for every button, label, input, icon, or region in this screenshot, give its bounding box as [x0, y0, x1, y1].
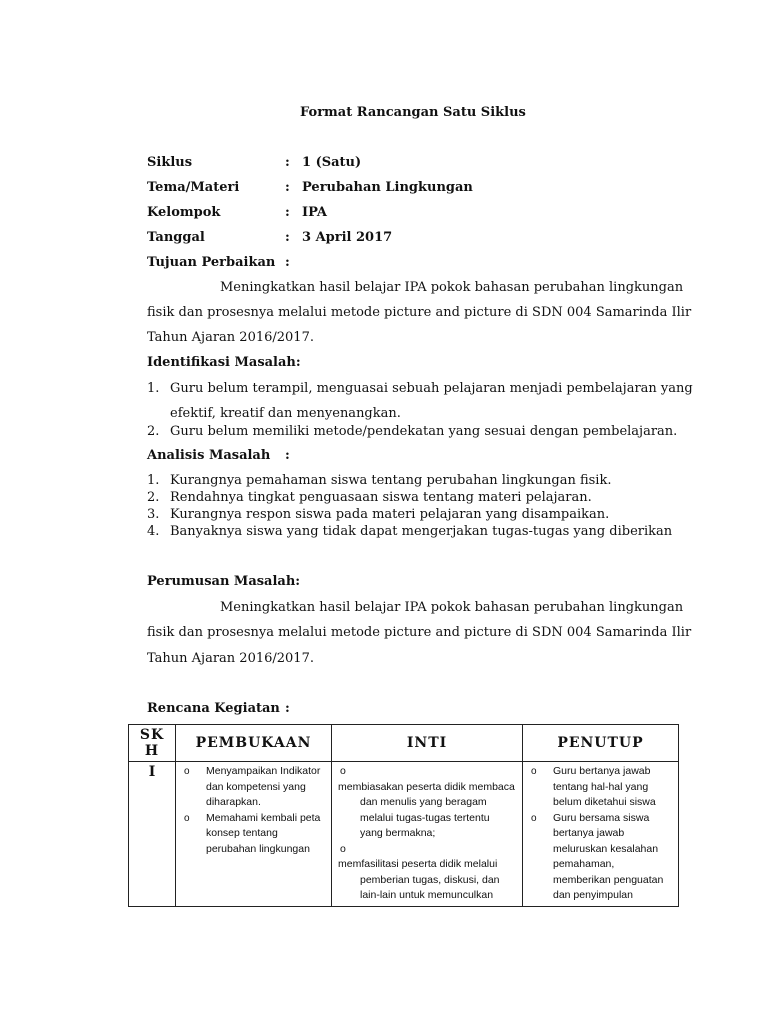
- list-item: Guru belum terampil, menguasai sebuah pelajaran menjadi pembelajaran yang: [170, 381, 693, 396]
- cell-line: Guru bertanya jawab: [553, 765, 651, 777]
- bullet-icon: o: [184, 812, 190, 824]
- paragraph-line: Tahun Ajaran 2016/2017.: [147, 330, 314, 345]
- cell-line: perubahan lingkungan: [206, 842, 310, 855]
- list-number: 1.: [147, 381, 160, 396]
- header-penutup: PENUTUP: [523, 725, 679, 762]
- cell-line: dan penyimpulan: [553, 889, 633, 901]
- list-item: Kurangnya pemahaman siswa tentang perubahan lingkungan fisik.: [170, 473, 612, 488]
- cell-line: Menyampaikan Indikator: [206, 765, 321, 777]
- field-value: IPA: [302, 205, 327, 220]
- field-value: 3 April 2017: [302, 230, 393, 245]
- header-inti: INTI: [332, 725, 523, 762]
- bullet-icon: o: [340, 765, 346, 777]
- list-item: [523, 764, 678, 811]
- section-separator: :: [285, 448, 290, 463]
- rencana-table: [128, 724, 679, 907]
- paragraph-line: fisik dan prosesnya melalui metode picture and picture di SDN 004 Samarinda Ilir: [147, 625, 692, 640]
- cell-line: pemberian tugas, diskusi, dan: [360, 873, 500, 886]
- list-item: Rendahnya tingkat penguasaan siswa tentang materi pelajaran.: [170, 490, 592, 505]
- field-label: Siklus: [147, 155, 193, 170]
- list-item: [176, 811, 331, 858]
- cell-line: memberikan penguatan: [553, 873, 664, 886]
- list-item: Banyaknya siswa yang tidak dapat mengerjakan tugas-tugas yang diberikan: [170, 524, 673, 539]
- field-separator: :: [285, 230, 290, 245]
- field-separator: :: [285, 180, 290, 195]
- section-separator: :: [285, 255, 290, 270]
- field-label: Tanggal: [147, 230, 205, 245]
- cell-skh: I: [129, 762, 176, 907]
- cell-line: belum diketahui siswa: [553, 796, 656, 808]
- cell-pembukaan: [176, 762, 332, 907]
- cell-line: konsep tentang: [206, 827, 278, 839]
- cell-line: lain-lain untuk memunculkan: [360, 889, 494, 901]
- bullet-icon: o: [340, 842, 346, 855]
- list-number: 2.: [147, 490, 160, 505]
- list-item: [176, 764, 331, 811]
- header-pembukaan: PEMBUKAAN: [176, 725, 332, 762]
- section-heading: Perumusan Masalah:: [147, 574, 301, 589]
- list-number: 3.: [147, 507, 160, 522]
- field-label: Kelompok: [147, 205, 221, 220]
- cell-line: memfasilitasi peserta didik melalui: [338, 858, 498, 870]
- field-separator: :: [285, 155, 290, 170]
- section-separator: :: [285, 701, 290, 716]
- cell-line: tentang hal-hal yang: [553, 780, 649, 793]
- cell-line: bertanya jawab: [553, 827, 625, 839]
- paragraph-line: Meningkatkan hasil belajar IPA pokok bahasan perubahan lingkungan: [220, 600, 684, 615]
- list-item-continuation: efektif, kreatif dan menyenangkan.: [170, 406, 401, 421]
- paragraph-line: Tahun Ajaran 2016/2017.: [147, 651, 314, 666]
- section-heading: Rencana Kegiatan: [147, 701, 280, 716]
- bullet-icon: o: [531, 812, 537, 824]
- field-label: Tema/Materi: [147, 180, 240, 195]
- bullet-icon: o: [531, 766, 537, 777]
- list-number: 2.: [147, 424, 160, 439]
- cell-line: dan kompetensi yang: [206, 780, 306, 793]
- list-item: [523, 811, 678, 904]
- list-number: 1.: [147, 473, 160, 488]
- paragraph-line: Meningkatkan hasil belajar IPA pokok bahasan perubahan lingkungan: [220, 280, 684, 295]
- cell-line: yang bermakna;: [360, 827, 436, 839]
- section-heading: Identifikasi Masalah:: [147, 355, 301, 370]
- header-skh-line1: SK: [139, 727, 165, 743]
- cell-line: membiasakan peserta didik membaca: [338, 780, 515, 793]
- header-skh: [129, 725, 176, 762]
- list-item: Guru belum memiliki metode/pendekatan yang sesuai dengan pembelajaran.: [170, 424, 678, 439]
- document-title: Format Rancangan Satu Siklus: [300, 105, 526, 120]
- cell-line: pemahaman,: [553, 858, 615, 870]
- cell-inti: [332, 762, 523, 907]
- section-heading: Analisis Masalah: [147, 448, 271, 463]
- cell-line: meluruskan kesalahan: [553, 842, 659, 855]
- table-row: [129, 762, 679, 907]
- list-item: Kurangnya respon siswa pada materi pelajaran yang disampaikan.: [170, 507, 610, 522]
- list-number: 4.: [147, 524, 160, 539]
- field-value: Perubahan Lingkungan: [302, 180, 473, 195]
- cell-line: diharapkan.: [206, 796, 261, 808]
- field-value: 1 (Satu): [302, 155, 362, 170]
- header-skh-line2: H: [144, 743, 160, 759]
- cell-penutup: [523, 762, 679, 907]
- section-heading: Tujuan Perbaikan: [147, 255, 276, 270]
- bullet-icon: o: [184, 766, 190, 777]
- cell-line: melalui tugas-tugas tertentu: [360, 811, 490, 824]
- table-header-row: [129, 725, 679, 762]
- cell-line: Guru bersama siswa: [553, 811, 650, 824]
- cell-line: dan menulis yang beragam: [360, 796, 487, 808]
- cell-line: Memahami kembali peta: [206, 811, 321, 824]
- field-separator: :: [285, 205, 290, 220]
- paragraph-line: fisik dan prosesnya melalui metode picture and picture di SDN 004 Samarinda Ilir: [147, 305, 692, 320]
